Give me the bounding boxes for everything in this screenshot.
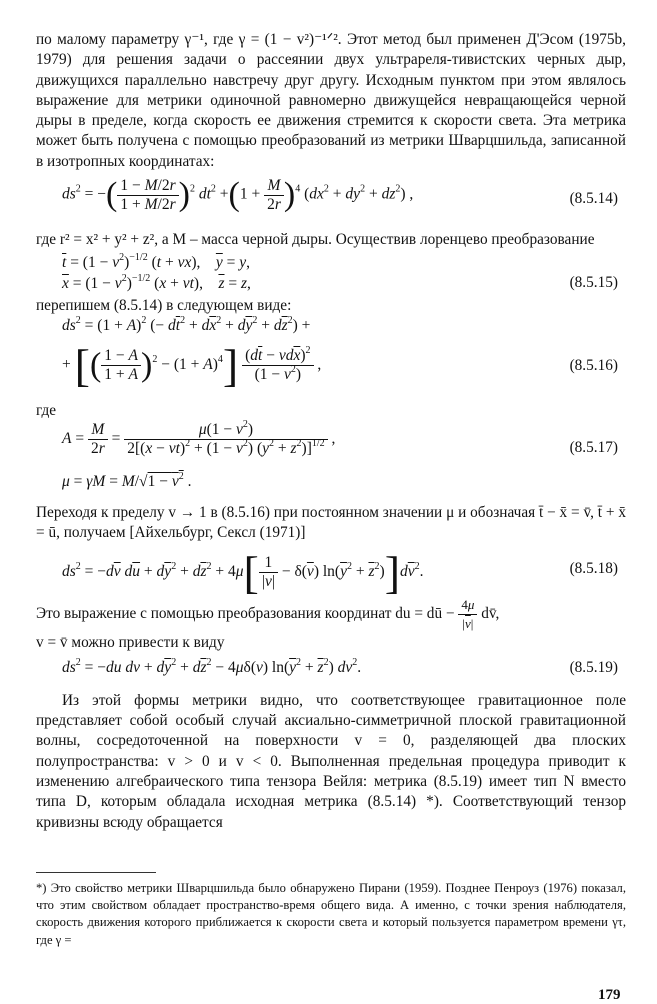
equation-8-5-15 [36,250,626,296]
equation-body: $\overline{t} = (1 - v^2)^{-1/2}$ (t + vx), $\overline{y} = y$, $\overline{x} = (1 - v^2)^{-1/2}$ (x + vt), $\overline{z} = z$, [62,252,251,293]
equation-body: $ds^2$ = −( $\frac{1 - M/2r}{1 + M/2r}$ )$^2$ $dt^2 +(1$ + $\frac{M}{2r}$ )$^4$ $(dx^2 + dy^2 + dz^2)$ , [62,176,414,214]
transform-text-c: v = v̄ можно привести к виду [36,633,225,651]
paragraph-where: где [36,401,57,419]
equation-body: $ds^2 = (1 + A)^2$ (− $d\overline{t}^2 + d\overline{x}^2 + d\overline{y}^2 + d\overline{z}^2$) + [62,314,311,334]
equation-8-5-14 [36,172,626,230]
equation-number: (8.5.14) [569,190,618,208]
transform-text-a: Это выражение с помощью преобразования координат du = dū − [36,604,455,622]
equation-body: A = $\frac{M}{2r}$ = $\frac{\mu(1 - v^2)}{2[(\overline{x} - v\overline{t})^2 + (1 - v^2) (\overline{y}^2 + \overline{z}^2)]^{1/2}}$ , [62,418,336,457]
paragraph-limit: Переходя к пределу v → 1 в (8.5.16) при постоянном значении μ и обозначая t̄ − x̄ = v̄, t̄ + x̄ = ū, получаем [Айхельбург, Сексл (1971)] [36,503,626,542]
transform-text-b: dv̄, [481,604,500,622]
equation-number: (8.5.19) [569,658,618,676]
paragraph-lorentz: где r² = x² + y² + z², а M – масса черной дыры. Осуществив лоренцево преобразование [36,231,595,249]
paragraph-transform [36,596,626,653]
transform-fraction: $\frac{4\mu}{|\overline{v}|}$ [458,596,477,633]
equation-body: $ds^2 = -d\overline{v}$ $d\overline{u} + d\overline{y}^2 + d\overline{z}^2 + 4\mu$[ $\frac{1}{|\overline{v}|}$ − $\delta(\overline{v}) \ln(\overline{y}^2 + \overline{z}^2)]d\overline{v}^2$. [62,546,424,598]
equation-body-line2: $\mu = \gamma M = M/√1 - v^2$ . [62,470,192,490]
footnote: *) Это свойство метрики Шварцшильда было обнаружено Пирани (1959). Позднее Пенроуз (1976) показал, что этим свойством обладает пространство-время общего вида. А именно, с точки зрения наблюдателя, скорость движения которого приближается к скорости света и который пользуется параметром времени γτ, где γ = [36,881,626,947]
equation-8-5-18 [36,544,626,596]
paragraph-conclusion: Из этой формы метрики видно, что соответствующее гравитационное поле представляет собой особый случай аксиально-симметричной плоской гравитационной волны, сосредоточенной на поверхности v = 0, разделяющей два плоских полупространства: v > 0 и v < 0. Выполненная предельная процедура приводит к изменению алгебраического типа тензора Вейля: метрика (8.5.19) имеет тип N вместо типа D, которым обладала исходная метрика (8.5.14) *). Соответствующий тензор кривизны всюду обращается [36,691,626,831]
equation-number: (8.5.17) [569,438,618,456]
equation-number: (8.5.15) [569,274,618,292]
equation-8-5-16 [36,314,626,401]
page-content [36,30,626,1003]
page-number: 179 [598,987,621,1003]
equation-number: (8.5.16) [569,356,618,374]
equation-body-line2: + [( $\frac{1 - A}{1 + A}$ )$^2 - (1 + A)^4$] $\frac{(d\overline{t} - vd\overline{x})^2}{(1 - v^2)}$ , [62,339,322,391]
equation-body: $ds^2 = -du$ dv + $d\overline{y}^2 + d\overline{z}^2 - 4\mu\delta(v) \ln(\overline{y}^2 + \overline{z}^2)$ $dv^2$. [62,656,362,676]
paragraph-rewrite: перепишем (8.5.14) в следующем виде: [36,297,292,315]
paragraph-intro: по малому параметру γ⁻¹, где γ = (1 − v²)⁻¹ᐟ². Этот метод был применен Д'Эсом (1975b, 1979) для решения задачи о рассеянии двух ультрареля-тивистских черных дыр, движущихся параллельно навстречу друг другу. Исходным пунктом при этом являлось выражение для метрики одиночной равномерно движущейся невращающейся черной дыры в пределе, когда скорость ее движения стремится к скорости света. Эта метрика может быть получена с помощью преобразований из метрики Шварцшильда, записанной в изотропных координатах: [36,31,626,170]
footnote-divider [36,872,156,873]
equation-number: (8.5.18) [569,559,618,577]
equation-8-5-17 [36,418,626,503]
equation-8-5-19 [36,653,626,685]
